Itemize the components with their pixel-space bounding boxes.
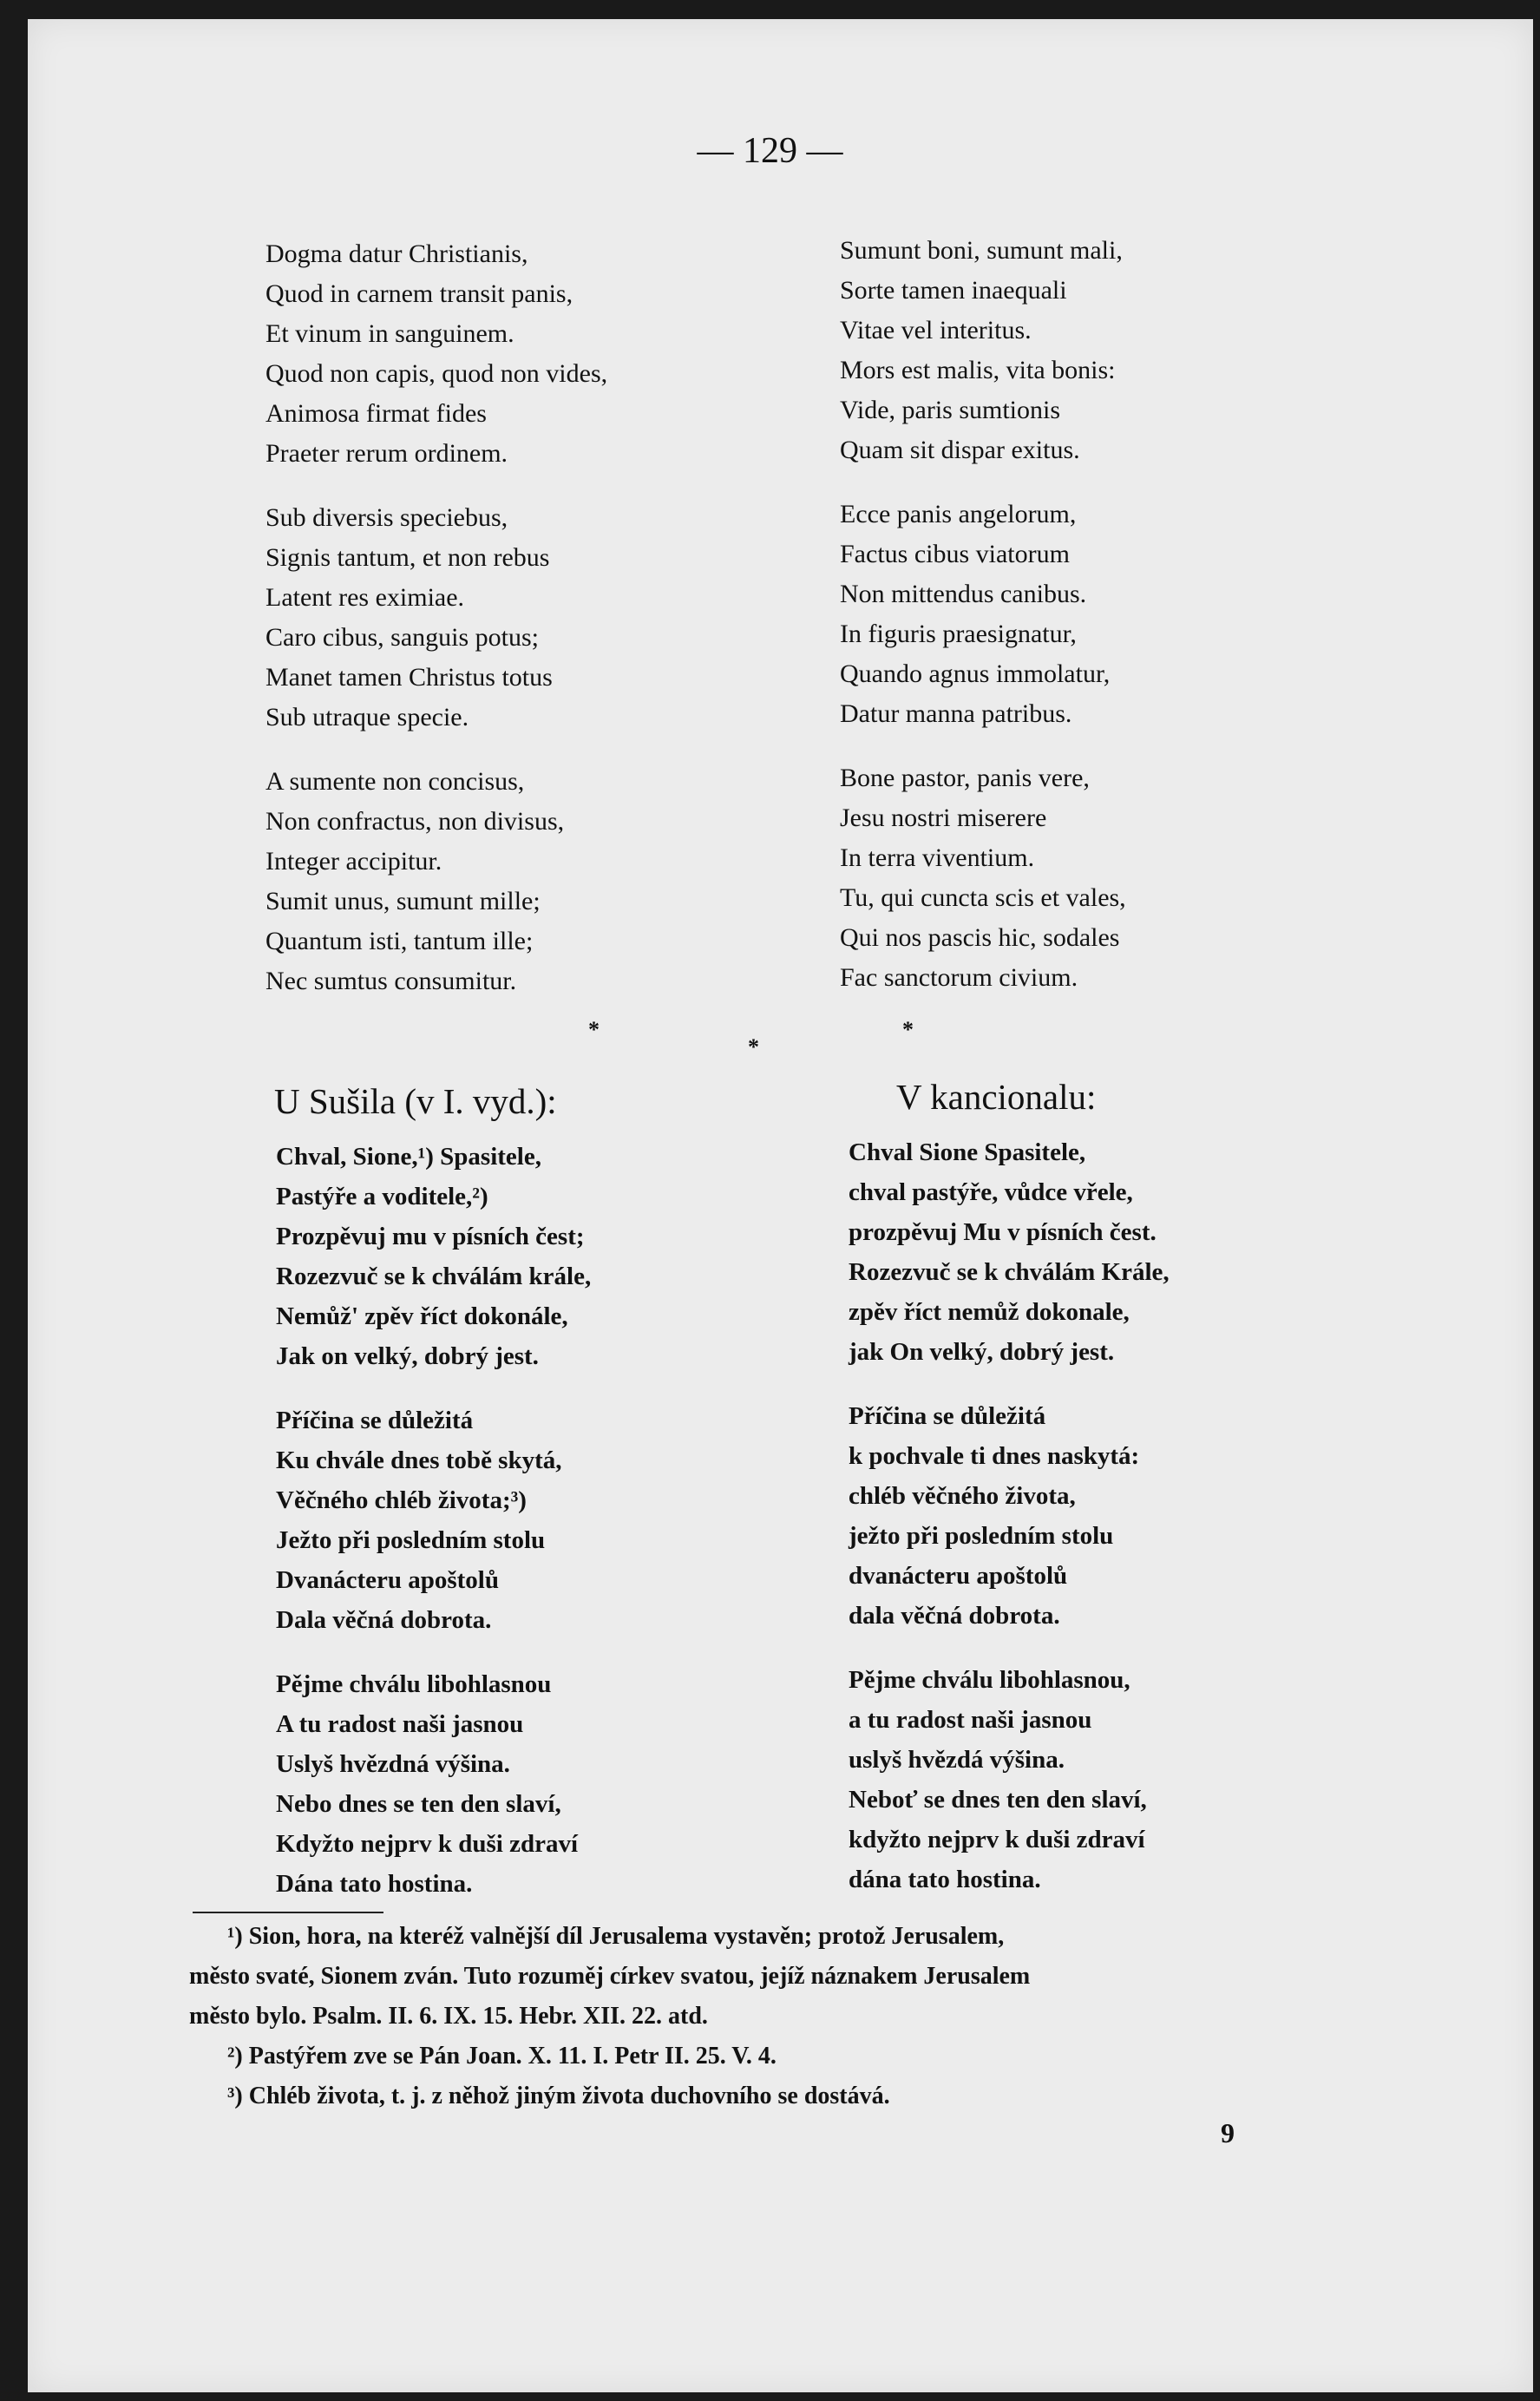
verse-line: Rozezvuč se k chválám Krále,	[849, 1258, 1170, 1286]
footnote-1-line-2: město svaté, Sionem zván. Tuto rozuměj církev svatou, jejíž náznakem Jerusalem	[189, 1963, 1031, 1990]
verse-line: Ku chvále dnes tobě skytá,	[276, 1447, 562, 1474]
latin-right-stanza-1	[840, 231, 1126, 470]
verse-line: Neboť se dnes ten den slaví,	[849, 1786, 1147, 1814]
verse-line: Věčného chléb života;³)	[276, 1486, 527, 1514]
verse-line: Příčina se důležitá	[276, 1407, 474, 1434]
czech-left-stanza-1	[276, 1137, 591, 1376]
latin-left-stanza-3	[265, 762, 607, 1001]
verse-line: dána tato hostina.	[849, 1866, 1041, 1893]
verse-line: ježto při posledním stolu	[849, 1522, 1114, 1550]
verse-line: Manet tamen Christus totus	[265, 663, 553, 692]
verse-line: Caro cibus, sanguis potus;	[265, 623, 539, 652]
verse-line: dala věčná dobrota.	[849, 1602, 1060, 1630]
latin-right-column	[840, 231, 1126, 998]
latin-right-stanza-3	[840, 758, 1126, 998]
czech-right-stanza-2	[849, 1396, 1170, 1636]
verse-line: Non confractus, non divisus,	[265, 807, 565, 836]
footnote-3: ³) Chléb života, t. j. z něhož jiným života duchovního se dostává.	[227, 2083, 890, 2109]
verse-line: Animosa firmat fides	[265, 399, 487, 428]
verse-line: Příčina se důležitá	[849, 1402, 1046, 1430]
latin-left-stanza-2	[265, 498, 607, 738]
verse-line: Pastýře a voditele,²)	[276, 1183, 488, 1210]
verse-line: Non mittendus canibus.	[840, 580, 1087, 608]
verse-line: Factus cibus viatorum	[840, 540, 1070, 568]
verse-line: In figuris praesignatur,	[840, 620, 1077, 648]
separator-asterisk-right: *	[902, 1017, 914, 1042]
verse-line: Sub diversis speciebus,	[265, 503, 508, 532]
verse-line: Bone pastor, panis vere,	[840, 764, 1090, 792]
verse-line: Quando agnus immolatur,	[840, 659, 1111, 688]
czech-left-heading: U Sušila (v I. vyd.):	[274, 1081, 557, 1121]
verse-line: Signis tantum, et non rebus	[265, 543, 550, 572]
verse-line: Dvanácteru apoštolů	[276, 1566, 499, 1594]
verse-line: Chval Sione Spasitele,	[849, 1138, 1086, 1166]
verse-line: chléb věčného života,	[849, 1482, 1076, 1510]
verse-line: Sumit unus, sumunt mille;	[265, 887, 541, 915]
footnote-1-line-1: ¹) Sion, hora, na kteréž valnější díl Jerusalema vystavěn; protož Jerusalem,	[227, 1923, 1005, 1950]
verse-line: Quod non capis, quod non vides,	[265, 359, 608, 388]
separator-asterisk-center: *	[748, 1034, 759, 1059]
separator-asterisk-left: *	[588, 1017, 600, 1042]
verse-line: Tu, qui cuncta scis et vales,	[840, 883, 1126, 912]
verse-line: Sub utraque specie.	[265, 703, 469, 731]
verse-line: Dogma datur Christianis,	[265, 239, 528, 268]
verse-line: Pějme chválu libohlasnou,	[849, 1666, 1130, 1694]
czech-right-heading: V kancionalu:	[896, 1077, 1097, 1117]
verse-line: Vide, paris sumtionis	[840, 396, 1061, 424]
verse-line: Qui nos pascis hic, sodales	[840, 923, 1120, 952]
latin-left-column	[265, 234, 607, 1001]
verse-line: a tu radost naši jasnou	[849, 1706, 1092, 1734]
verse-line: Ecce panis angelorum,	[840, 500, 1077, 528]
verse-line: Integer accipitur.	[265, 847, 442, 876]
czech-right-stanza-1	[849, 1132, 1170, 1372]
verse-line: kdyžto nejprv k duši zdraví	[849, 1826, 1145, 1853]
verse-line: Et vinum in sanguinem.	[265, 319, 514, 348]
verse-line: Quod in carnem transit panis,	[265, 279, 573, 308]
czech-left-stanza-2	[276, 1401, 591, 1640]
verse-line: prozpěvuj Mu v písních čest.	[849, 1218, 1157, 1246]
verse-line: Pějme chválu libohlasnou	[276, 1670, 552, 1698]
sheet-signature: 9	[1221, 2117, 1235, 2148]
verse-line: uslyš hvězdá výšina.	[849, 1746, 1065, 1774]
czech-right-column	[849, 1132, 1170, 1899]
czech-right-stanza-3	[849, 1660, 1170, 1899]
page-number: — 129 —	[697, 131, 843, 171]
verse-line: k pochvale ti dnes naskytá:	[849, 1442, 1140, 1470]
verse-line: chval pastýře, vůdce vřele,	[849, 1178, 1133, 1206]
verse-line: Vitae vel interitus.	[840, 316, 1032, 344]
verse-line: Nec sumtus consumitur.	[265, 967, 517, 995]
verse-line: Jak on velký, dobrý jest.	[276, 1342, 539, 1370]
latin-left-stanza-1	[265, 234, 607, 474]
verse-line: Jesu nostri miserere	[840, 804, 1047, 832]
verse-line: Latent res eximiae.	[265, 583, 465, 612]
latin-right-stanza-2	[840, 495, 1126, 734]
verse-line: Fac sanctorum civium.	[840, 963, 1078, 992]
verse-line: Praeter rerum ordinem.	[265, 439, 508, 468]
verse-line: Mors est malis, vita bonis:	[840, 356, 1116, 384]
verse-line: zpěv říct nemůž dokonale,	[849, 1298, 1130, 1326]
verse-line: A sumente non concisus,	[265, 767, 525, 796]
verse-line: Rozezvuč se k chválám krále,	[276, 1263, 592, 1290]
verse-line: Sumunt boni, sumunt mali,	[840, 236, 1123, 265]
footnote-1-line-3: město bylo. Psalm. II. 6. IX. 15. Hebr. XII. 22. atd.	[189, 2003, 708, 2030]
verse-line: jak On velký, dobrý jest.	[849, 1338, 1115, 1366]
verse-line: Kdyžto nejprv k duši zdraví	[276, 1830, 579, 1858]
verse-line: In terra viventium.	[840, 843, 1035, 872]
verse-line: Datur manna patribus.	[840, 699, 1072, 728]
verse-line: Nemůž' zpěv říct dokonále,	[276, 1302, 568, 1330]
verse-line: Uslyš hvězdná výšina.	[276, 1750, 510, 1778]
verse-line: Chval, Sione,¹) Spasitele,	[276, 1143, 541, 1171]
verse-line: dvanácteru apoštolů	[849, 1562, 1068, 1590]
verse-line: Prozpěvuj mu v písních čest;	[276, 1223, 585, 1250]
verse-line: Dala věčná dobrota.	[276, 1606, 492, 1634]
czech-left-column	[276, 1137, 591, 1904]
verse-line: Dána tato hostina.	[276, 1870, 473, 1898]
verse-line: Ježto při posledním stolu	[276, 1526, 546, 1554]
verse-line: A tu radost naši jasnou	[276, 1710, 524, 1738]
verse-line: Sorte tamen inaequali	[840, 276, 1067, 305]
footnotes	[189, 1912, 1334, 2116]
verse-line: Quantum isti, tantum ille;	[265, 927, 534, 955]
verse-line: Nebo dnes se ten den slaví,	[276, 1790, 561, 1818]
czech-left-stanza-3	[276, 1664, 591, 1904]
footnote-2: ²) Pastýřem zve se Pán Joan. X. 11. I. Petr II. 25. V. 4.	[227, 2043, 777, 2070]
verse-line: Quam sit dispar exitus.	[840, 436, 1080, 464]
